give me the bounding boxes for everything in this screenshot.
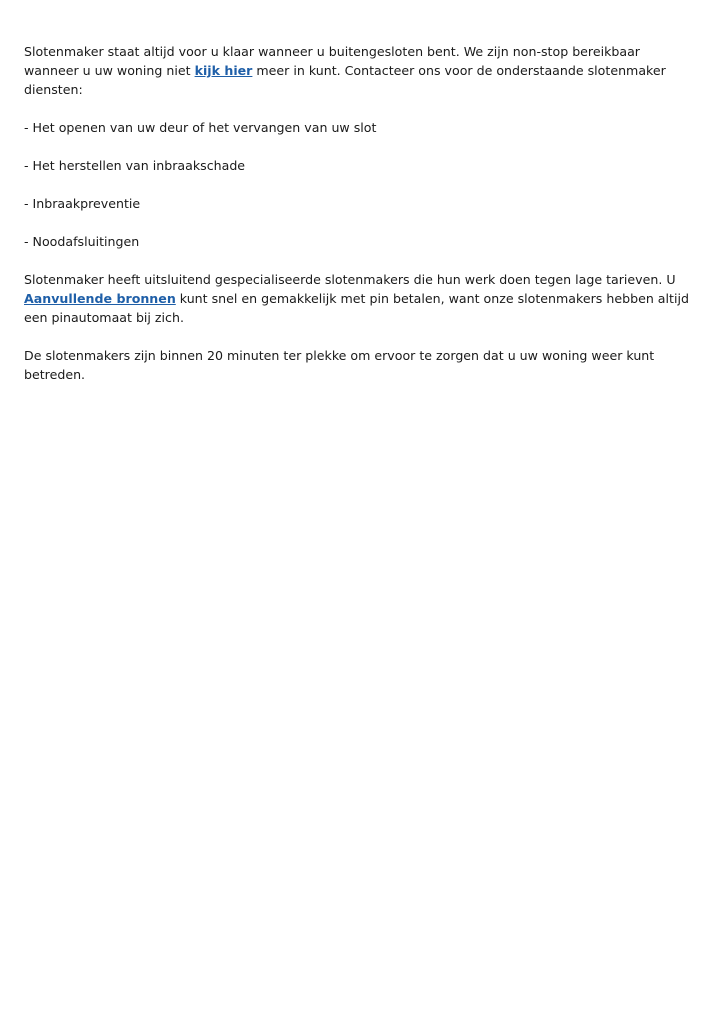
kijk-hier-link[interactable]: kijk hier: [194, 63, 253, 78]
service-item-damage-repair: - Het herstellen van inbraakschade: [24, 158, 246, 173]
arrival-paragraph: De slotenmakers zijn binnen 20 minuten ter plekke om ervoor te zorgen dat u uw woning weer kunt betreden.: [24, 348, 655, 382]
intro-text-after-link: meer in kunt. Contacteer ons voor de onderstaande slotenmaker diensten:: [24, 63, 666, 97]
intro-text-before-link: Slotenmaker staat altijd voor u klaar wanneer u buitengesloten bent. We zijn non-stop bereikbaar wanneer u uw woning niet: [24, 44, 640, 78]
pricing-text-after-link: kunt snel en gemakkelijk met pin betalen, want onze slotenmakers hebben altijd een pinautomaat bij zich.: [24, 291, 689, 325]
intro-paragraph: [24, 42, 694, 99]
aanvullende-bronnen-link[interactable]: Aanvullende bronnen: [24, 291, 176, 306]
service-item-prevention: - Inbraakpreventie: [24, 196, 141, 211]
pricing-text-before-link: Slotenmaker heeft uitsluitend gespecialiseerde slotenmakers die hun werk doen tegen lage tarieven. U: [24, 272, 676, 287]
pricing-paragraph: [24, 270, 694, 327]
service-item-opening: - Het openen van uw deur of het vervangen van uw slot: [24, 120, 377, 135]
document-body: [24, 42, 694, 403]
service-item-emergency-closure: - Noodafsluitingen: [24, 234, 140, 249]
